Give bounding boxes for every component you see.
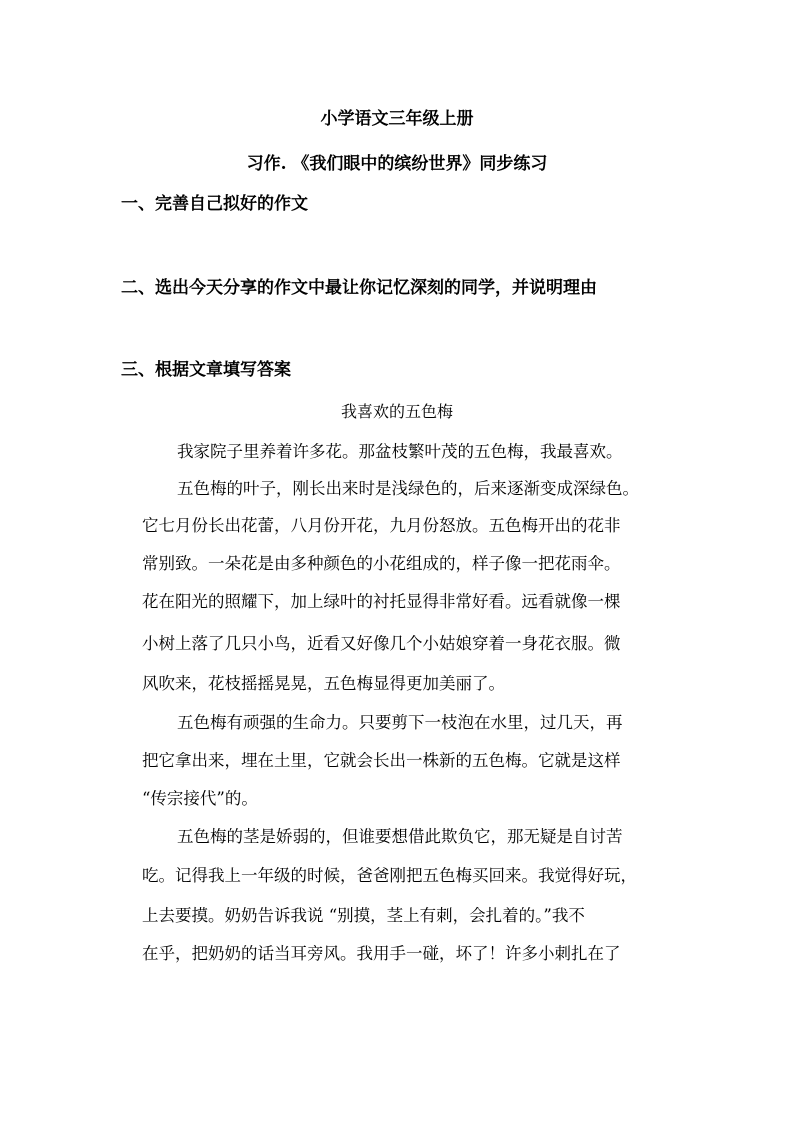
section-heading-2: 二、选出今天分享的作文中最让你记忆深刻的同学，并说明理由 [121, 278, 597, 298]
essay-line-14: 在乎，把奶奶的话当耳旁风。我用手一碰，坏了！许多小刺扎在了 [142, 944, 621, 963]
section-heading-1: 一、完善自己拟好的作文 [121, 194, 308, 214]
essay-line-1: 我家院子里养着许多花。那盆枝繁叶茂的五色梅，我最喜欢。 [177, 442, 623, 461]
essay-line-4: 常别致。一朵花是由多种颜色的小花组成的，样子像一把花雨伞。 [142, 554, 621, 573]
essay-line-10: “传宗接代”的。 [142, 789, 258, 808]
essay-line-2: 五色梅的叶子，刚长出来时是浅绿色的，后来逐渐变成深绿色。 [177, 479, 639, 498]
document-title: 小学语文三年级上册 [320, 109, 474, 129]
essay-line-8: 五色梅有顽强的生命力。只要剪下一枝泡在水里，过几天，再 [177, 713, 623, 732]
essay-line-9: 把它拿出来，埋在土里，它就会长出一株新的五色梅。它就是这样 [142, 751, 621, 770]
essay-line-12: 吃。记得我上一年级的时候，爸爸刚把五色梅买回来。我觉得好玩， [142, 866, 637, 885]
essay-line-5: 花在阳光的照耀下，加上绿叶的衬托显得非常好看。远看就像一棵 [142, 592, 621, 611]
essay-line-7: 风吹来，花枝摇摇晃晃，五色梅显得更加美丽了。 [142, 674, 505, 693]
essay-line-6: 小树上落了几只小鸟，近看又好像几个小姑娘穿着一身花衣服。微 [142, 634, 621, 653]
document-subtitle: 习作. 《我们眼中的缤纷世界》同步练习 [246, 154, 548, 174]
essay-line-11: 五色梅的茎是娇弱的，但谁要想借此欺负它，那无疑是自讨苦 [177, 827, 623, 846]
essay-line-3: 它七月份长出花蕾，八月份开花，九月份怒放。五色梅开出的花非 [142, 516, 621, 535]
section-heading-3: 三、根据文章填写答案 [121, 360, 291, 380]
essay-line-13: 上去要摸。奶奶告诉我说 “别摸，茎上有刺，会扎着的。”我不 [142, 906, 585, 925]
essay-title: 我喜欢的五色梅 [340, 402, 453, 421]
